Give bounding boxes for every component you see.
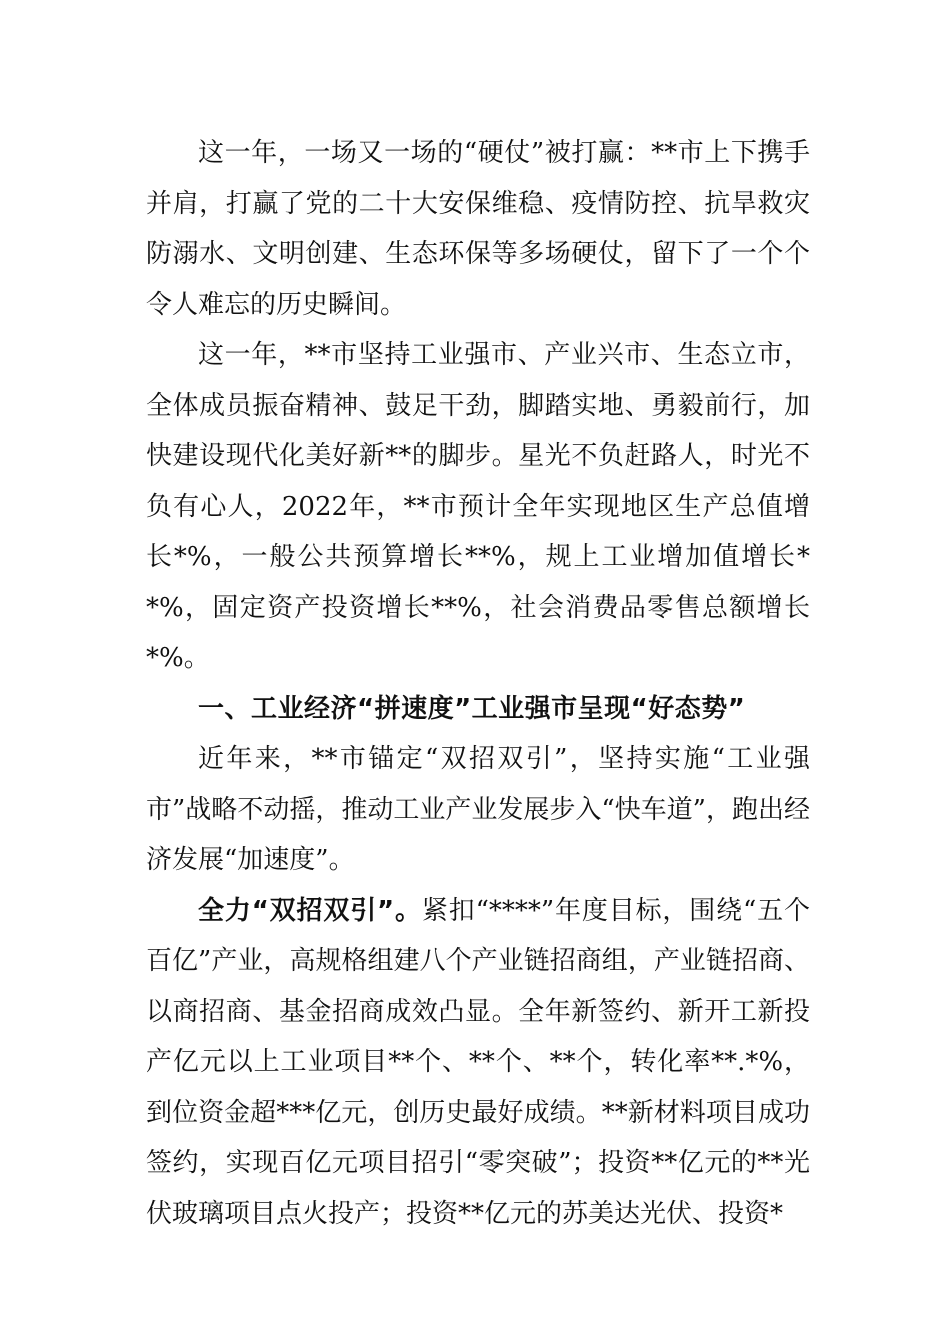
- subsection-paragraph: [146, 886, 810, 1240]
- subsection-lead: 全力“双招双引”。: [198, 895, 422, 926]
- paragraph-year-summary: 这一年，**市坚持工业强市、产业兴市、生态立市，全体成员振奋精神、鼓足干劲，脚踏实地、勇毅前行，加快建设现代化美好新**的脚步。星光不负赶路人，时光不负有心人，2022年，**市预计全年实现地区生产总值增长*%，一般公共预算增长**%，规上工业增加值增长**%，固定资产投资增长**%，社会消费品零售总额增长*%。: [146, 340, 810, 673]
- subsection-body: 紧扣“****”年度目标，围绕“五个百亿”产业，高规格组建八个产业链招商组，产业链招商、以商招商、基金招商成效凸显。全年新签约、新开工新投产亿元以上工业项目**个、**个、**个，转化率**.*%，到位资金超***亿元，创历史最好成绩。**新材料项目成功签约，实现百亿元项目招引“零突破”；投资**亿元的**光伏玻璃项目点火投产；投资**亿元的苏美达光伏、投资*: [146, 895, 810, 1229]
- document-body: [146, 128, 810, 1239]
- section-heading: 一、工业经济“拼速度”工业强市呈现“好态势”: [198, 693, 746, 724]
- section-intro: 近年来，**市锚定“双招双引”，坚持实施“工业强市”战略不动摇，推动工业产业发展步入“快车道”，跑出经济发展“加速度”。: [146, 744, 810, 875]
- paragraph-hard-battles: 这一年，一场又一场的“硬仗”被打赢：**市上下携手并肩，打赢了党的二十大安保维稳、疫情防控、抗旱救灾防溺水、文明创建、生态环保等多场硬仗，留下了一个个令人难忘的历史瞬间。: [146, 138, 810, 320]
